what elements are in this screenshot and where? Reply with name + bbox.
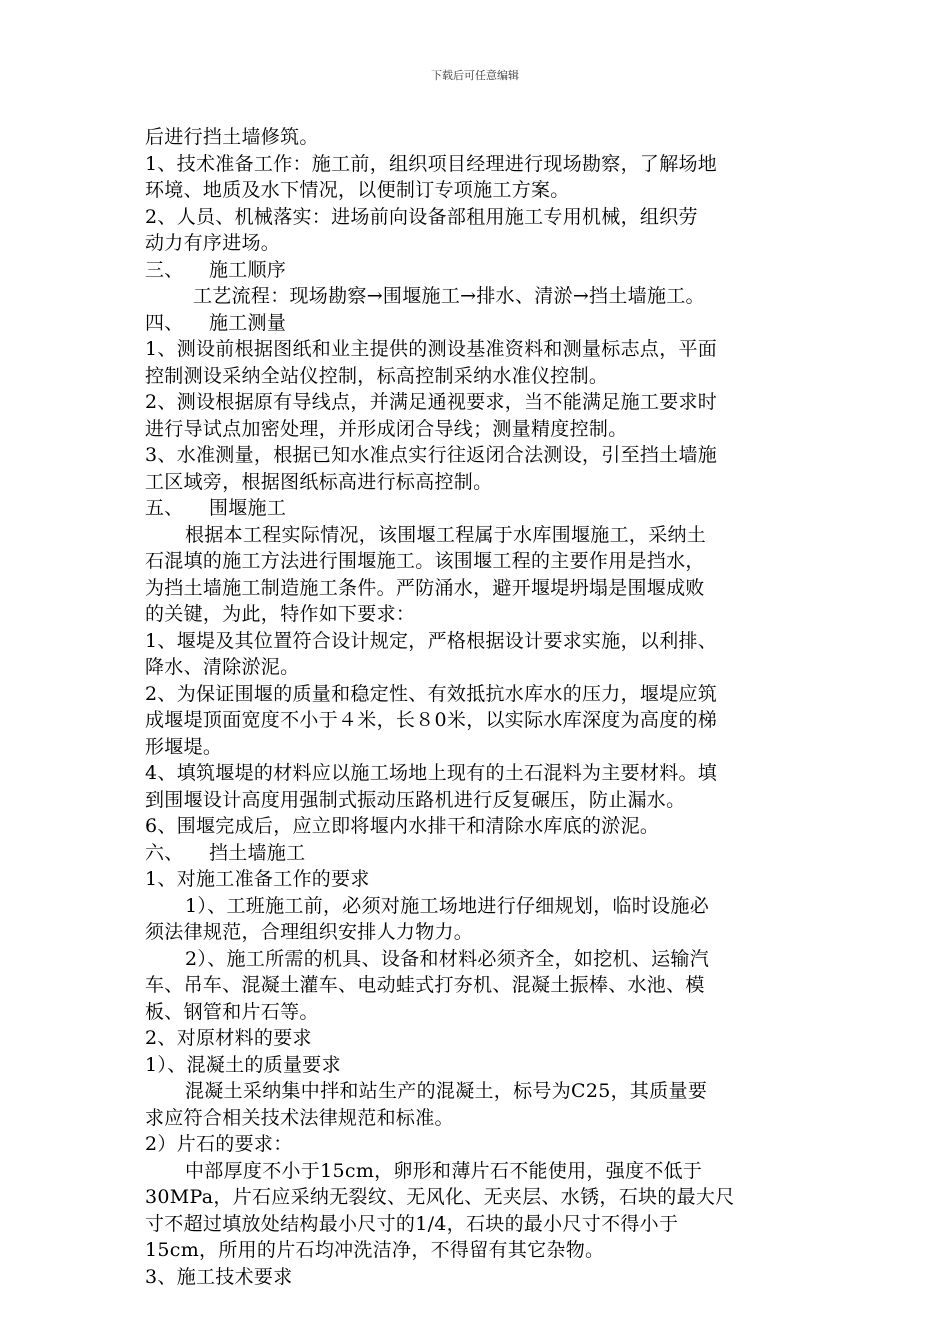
text-line: 1、对施工准备工作的要求: [145, 868, 370, 890]
text-line: 为挡土墙施工制造施工条件。严防涌水，避开堰堤坍塌是围堰成败: [145, 576, 705, 599]
text-line: 中部厚度不小于15cm，卵形和薄片石不能使用，强度不低于: [185, 1159, 703, 1182]
text-line: 1、技术准备工作：施工前，组织项目经理进行现场勘察，了解场地: [145, 152, 718, 175]
text-line: 降水、清除淤泥。: [145, 656, 300, 678]
text-line: 的关键，为此，特作如下要求：: [145, 603, 416, 625]
text-line: 到围堰设计高度用强制式振动压路机进行反复碾压，防止漏水。: [145, 788, 686, 811]
text-line: 2、为保证围堰的质量和稳定性、有效抵抗水库水的压力，堰堤应筑: [145, 682, 718, 705]
text-line: 工区域旁，根据图纸标高进行标高控制。: [145, 470, 493, 493]
text-line: 3、施工技术要求: [145, 1265, 293, 1288]
text-line: 3、水准测量，根据已知水准点实行往返闭合法测设，引至挡土墙施: [145, 444, 718, 466]
text-line: 1、堰堤及其位置符合设计规定，严格根据设计要求实施，以利排、: [145, 629, 718, 652]
text-line: 动力有序进场。: [145, 232, 281, 254]
text-line: 2、对原材料的要求: [145, 1027, 312, 1049]
text-line: 须法律规范，合理组织安排人力物力。: [145, 921, 474, 943]
text-line: 30MPa，片石应采纳无裂纹、无风化、无夹层、水锈，石块的最大尺: [145, 1186, 735, 1208]
text-line: 6、围堰完成后，应立即将堰内水排干和清除水库底的淤泥。: [145, 815, 660, 837]
text-line: 环境、地质及水下情况，以便制订专项施工方案。: [145, 179, 570, 201]
document-body: [145, 124, 810, 1290]
text-line: 后进行挡土墙修筑。: [145, 126, 319, 148]
text-line: 求应符合相关技术法律规范和标准。: [145, 1106, 454, 1129]
section-heading: 六、 挡土墙施工: [145, 841, 306, 864]
text-line: 石混填的施工方法进行围堰施工。该围堰工程的主要作用是挡水，: [145, 550, 705, 572]
text-line: 车、吊车、混凝土灌车、电动蛙式打夯机、混凝土振棒、水池、模: [145, 974, 705, 996]
text-line: 1、测设前根据图纸和业主提供的测设基准资料和测量标志点，平面: [145, 338, 718, 360]
text-line: 形堰堤。: [145, 735, 223, 758]
section-heading: 四、 施工测量: [145, 311, 287, 334]
text-line: 控制测设采纳全站仪控制，标高控制采纳水准仪控制。: [145, 364, 609, 387]
section-heading: 三、 施工顺序: [145, 258, 287, 281]
text-line: 板、钢管和片石等。: [145, 1000, 319, 1023]
text-line: 混凝土采纳集中拌和站生产的混凝土，标号为C25，其质量要: [185, 1080, 708, 1102]
text-line: 工艺流程：现场勘察→围堰施工→排水、清淤→挡土墙施工。: [193, 285, 705, 307]
text-line: 15cm，所用的片石均冲洗洁净，不得留有其它杂物。: [145, 1239, 605, 1261]
text-line: 2、人员、机械落实：进场前向设备部租用施工专用机械，组织劳: [145, 205, 698, 228]
text-line: 根据本工程实际情况，该围堰工程属于水库围堰施工，采纳土: [185, 523, 707, 546]
text-line: 1）、混凝土的质量要求: [145, 1053, 341, 1076]
text-line: 2）、施工所需的机具、设备和材料必须齐全，如挖机、运输汽: [185, 947, 709, 970]
text-line: 进行导试点加密处理，并形成闭合导线；测量精度控制。: [145, 417, 628, 440]
text-line: 4、填筑堰堤的材料应以施工场地上现有的土石混料为主要材料。填: [145, 762, 718, 784]
text-line: 成堰堤顶面宽度不小于４米，长８0米，以实际水库深度为高度的梯: [145, 709, 718, 731]
page-header: 下载后可任意编辑: [431, 69, 519, 82]
text-line: 2）片石的要求：: [145, 1133, 293, 1155]
text-line: 2、测设根据原有导线点，并满足通视要求，当不能满足施工要求时: [145, 391, 718, 413]
text-line: 1）、工班施工前，必须对施工场地进行仔细规划，临时设施必: [185, 894, 709, 917]
section-heading: 五、 围堰施工: [145, 497, 287, 519]
text-line: 寸不超过填放处结构最小尺寸的1/4，石块的最小尺寸不得小于: [145, 1212, 679, 1235]
